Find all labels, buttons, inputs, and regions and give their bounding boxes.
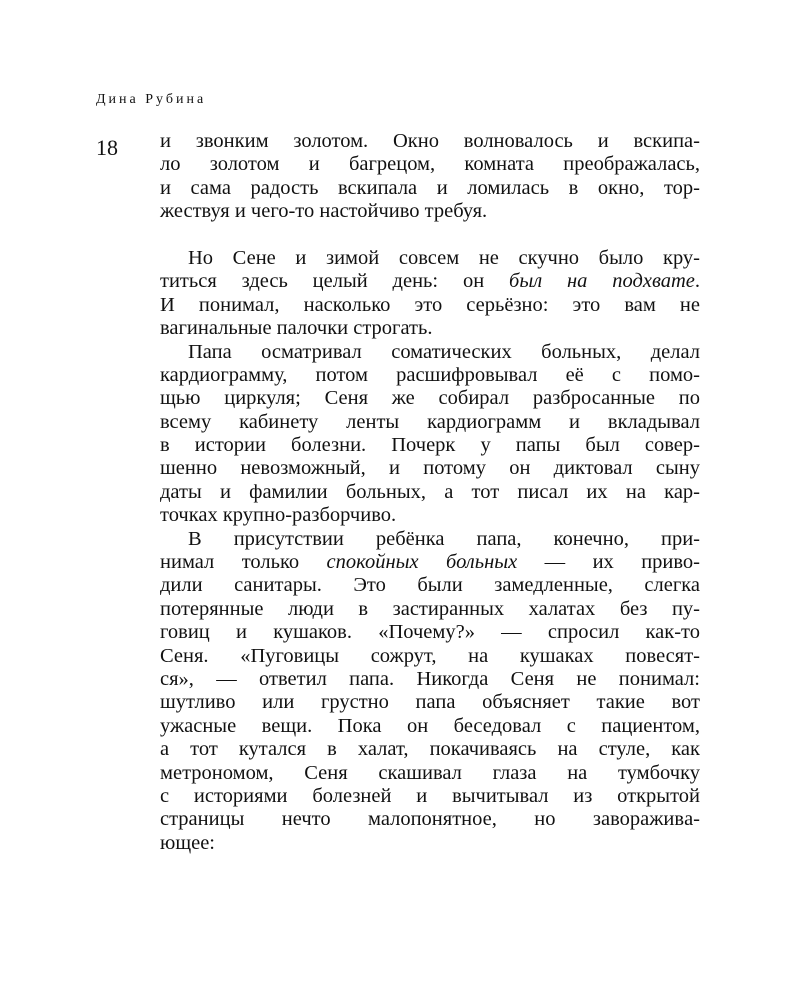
text-line: И понимал, насколько это серьёзно: это вам не (160, 293, 700, 316)
text-line: В присутствии ребёнка папа, конечно, при- (188, 527, 700, 550)
paragraph (160, 130, 700, 224)
text-run: . (694, 270, 700, 293)
text-line: а тот кутался в халат, покачиваясь на стуле, как (160, 738, 700, 761)
text-line: страницы нечто малопонятное, но завораживa- (160, 808, 700, 831)
text-line: метрономом, Сеня скашивал глаза на тумбочку (160, 761, 700, 784)
text-line (160, 270, 700, 293)
text-line: и звонким золотом. Окно волновалось и вскипа- (160, 130, 700, 152)
text-line: шутливо или грустно папа объясняет такие вот (160, 691, 700, 714)
text-line: шенно невозможный, и потому он диктовал сыну (160, 457, 700, 480)
text-run: титься здесь целый день: он (160, 270, 510, 293)
text-line: ющее: (160, 831, 215, 854)
page-number: 18 (96, 135, 118, 160)
paragraph (160, 247, 700, 341)
text-line: кардиограмму, потом расшифровывал её с помо- (160, 363, 700, 386)
paragraph (160, 341, 700, 528)
italic-phrase: был на подхвате (509, 270, 695, 293)
section-break (160, 224, 700, 247)
text-line: вагинальные палочки строгать. (160, 317, 433, 340)
text-line: точках крупно-разборчиво. (160, 504, 397, 527)
text-line: ся», — ответил папа. Никогда Сеня не понимал: (160, 667, 700, 690)
text-line: потерянные люди в застиранных халатах без пу- (160, 597, 700, 620)
text-line: всему кабинету ленты кардиограмм и вкладывал (160, 410, 700, 433)
text-line: в истории болезни. Почерк у папы был совер- (160, 434, 700, 457)
body-text (160, 130, 700, 855)
text-line: Но Сене и зимой совсем не скучно было кру- (188, 246, 700, 269)
text-line: жествуя и чего-то настойчиво требуя. (160, 200, 488, 223)
text-line: дили санитары. Это были замедленные, слегка (160, 574, 700, 597)
text-line (160, 551, 700, 574)
italic-phrase: спокойных больных (326, 551, 518, 574)
text-line: даты и фамилии больных, а тот писал их на кар- (160, 480, 700, 503)
text-line: Сеня. «Пуговицы сожрут, на кушаках повесят- (160, 644, 700, 667)
paragraph (160, 528, 700, 855)
running-head-author: Дина Рубина (96, 92, 207, 107)
text-line: и сама радость вскипала и ломилась в окно, тор- (160, 176, 700, 199)
text-run: нимал только (160, 551, 327, 574)
text-line: ло золотом и багрецом, комната преображалась, (160, 153, 700, 176)
text-line: ужасные вещи. Пока он беседовал с пациентом, (160, 714, 700, 737)
text-line: Папа осматривал соматических больных, делал (188, 340, 700, 363)
text-run: — их приво- (517, 551, 701, 574)
text-line: с историями болезней и вычитывал из открытой (160, 784, 700, 807)
text-line: говиц и кушаков. «Почему?» — спросил как-то (160, 621, 700, 644)
text-line: щью циркуля; Сеня же собирал разбросанные по (160, 387, 700, 410)
